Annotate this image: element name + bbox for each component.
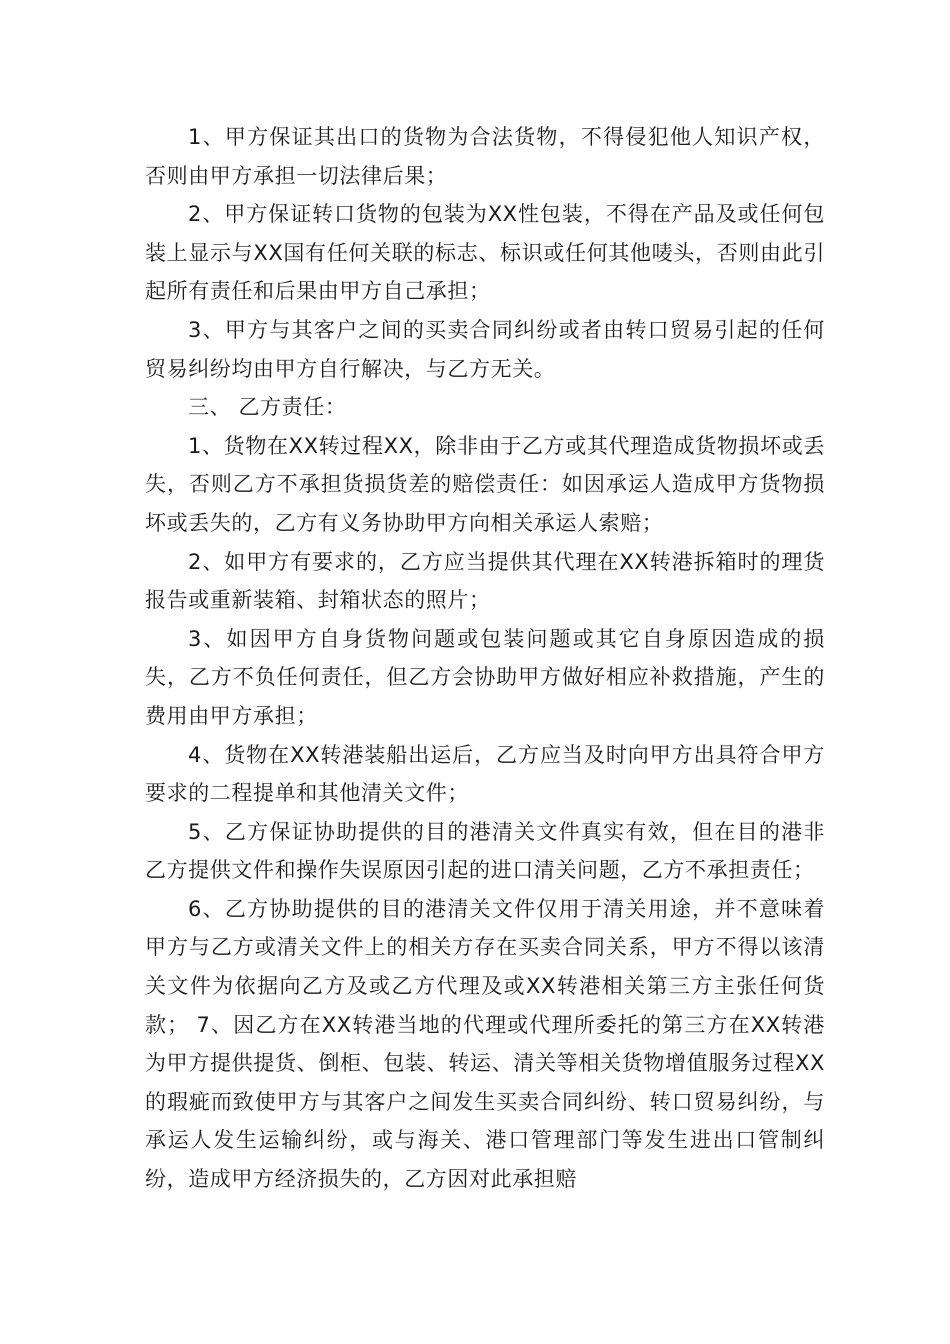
paragraph-party-b-clearance-usage: 6、乙方协助提供的目的港清关文件仅用于清关用途，并不意味着甲方与乙方或清关文件上的相关方存在买卖合同关系，甲方不得以该清关文件为依据向乙方及或乙方代理及或XX转港相关第三方主张任何货款； 7、因乙方在XX转港当地的代理或代理所委托的第三方在XX转港为甲方提供提货、倒柜、包装、转运、清关等相关货物增值服务过程XX的瑕疵而致使甲方与其客户之间发生买卖合同纠纷、转口贸易纠纷，与承运人发生运输纠纷，或与海关、港口管理部门等发生进出口管制纠纷，造成甲方经济损失的，乙方因对此承担赔	[145, 896, 825, 1192]
paragraph-party-a-packaging: 2、甲方保证转口货物的包装为XX性包装，不得在产品及或任何包装上显示与XX国有任何关联的标志、标识或任何其他唛头，否则由此引起所有责任和后果由甲方自己承担；	[145, 202, 825, 304]
paragraph-party-b-tally-report: 2、如甲方有要求的，乙方应当提供其代理在XX转港拆箱时的理货报告或重新装箱、封箱状态的照片；	[145, 549, 825, 613]
document-body	[145, 118, 825, 1199]
paragraph-party-b-damage: 1、货物在XX转过程XX，除非由于乙方或其代理造成货物损坏或丢失，否则乙方不承担货损货差的赔偿责任：如因承运人造成甲方货物损坏或丢失的，乙方有义务协助甲方向相关承运人索赔；	[145, 433, 825, 535]
paragraph-party-b-no-liability: 3、如因甲方自身货物问题或包装问题或其它自身原因造成的损失，乙方不负任何责任，但乙方会协助甲方做好相应补救措施，产生的费用由甲方承担；	[145, 626, 825, 728]
paragraph-party-a-legal-goods: 1、甲方保证其出口的货物为合法货物，不得侵犯他人知识产权，否则由甲方承担一切法律后果；	[145, 125, 825, 188]
section-heading-party-b: 三、 乙方责任：	[188, 395, 347, 420]
paragraph-party-b-clearance-docs: 5、乙方保证协助提供的目的港清关文件真实有效，但在目的港非乙方提供文件和操作失误原因引起的进口清关问题，乙方不承担责任；	[145, 819, 825, 883]
paragraph-party-b-bill-of-lading: 4、货物在XX转港装船出运后，乙方应当及时向甲方出具符合甲方要求的二程提单和其他清关文件；	[145, 742, 825, 806]
paragraph-party-a-disputes: 3、甲方与其客户之间的买卖合同纠纷或者由转口贸易引起的任何贸易纠纷均由甲方自行解决，与乙方无关。	[145, 317, 825, 381]
